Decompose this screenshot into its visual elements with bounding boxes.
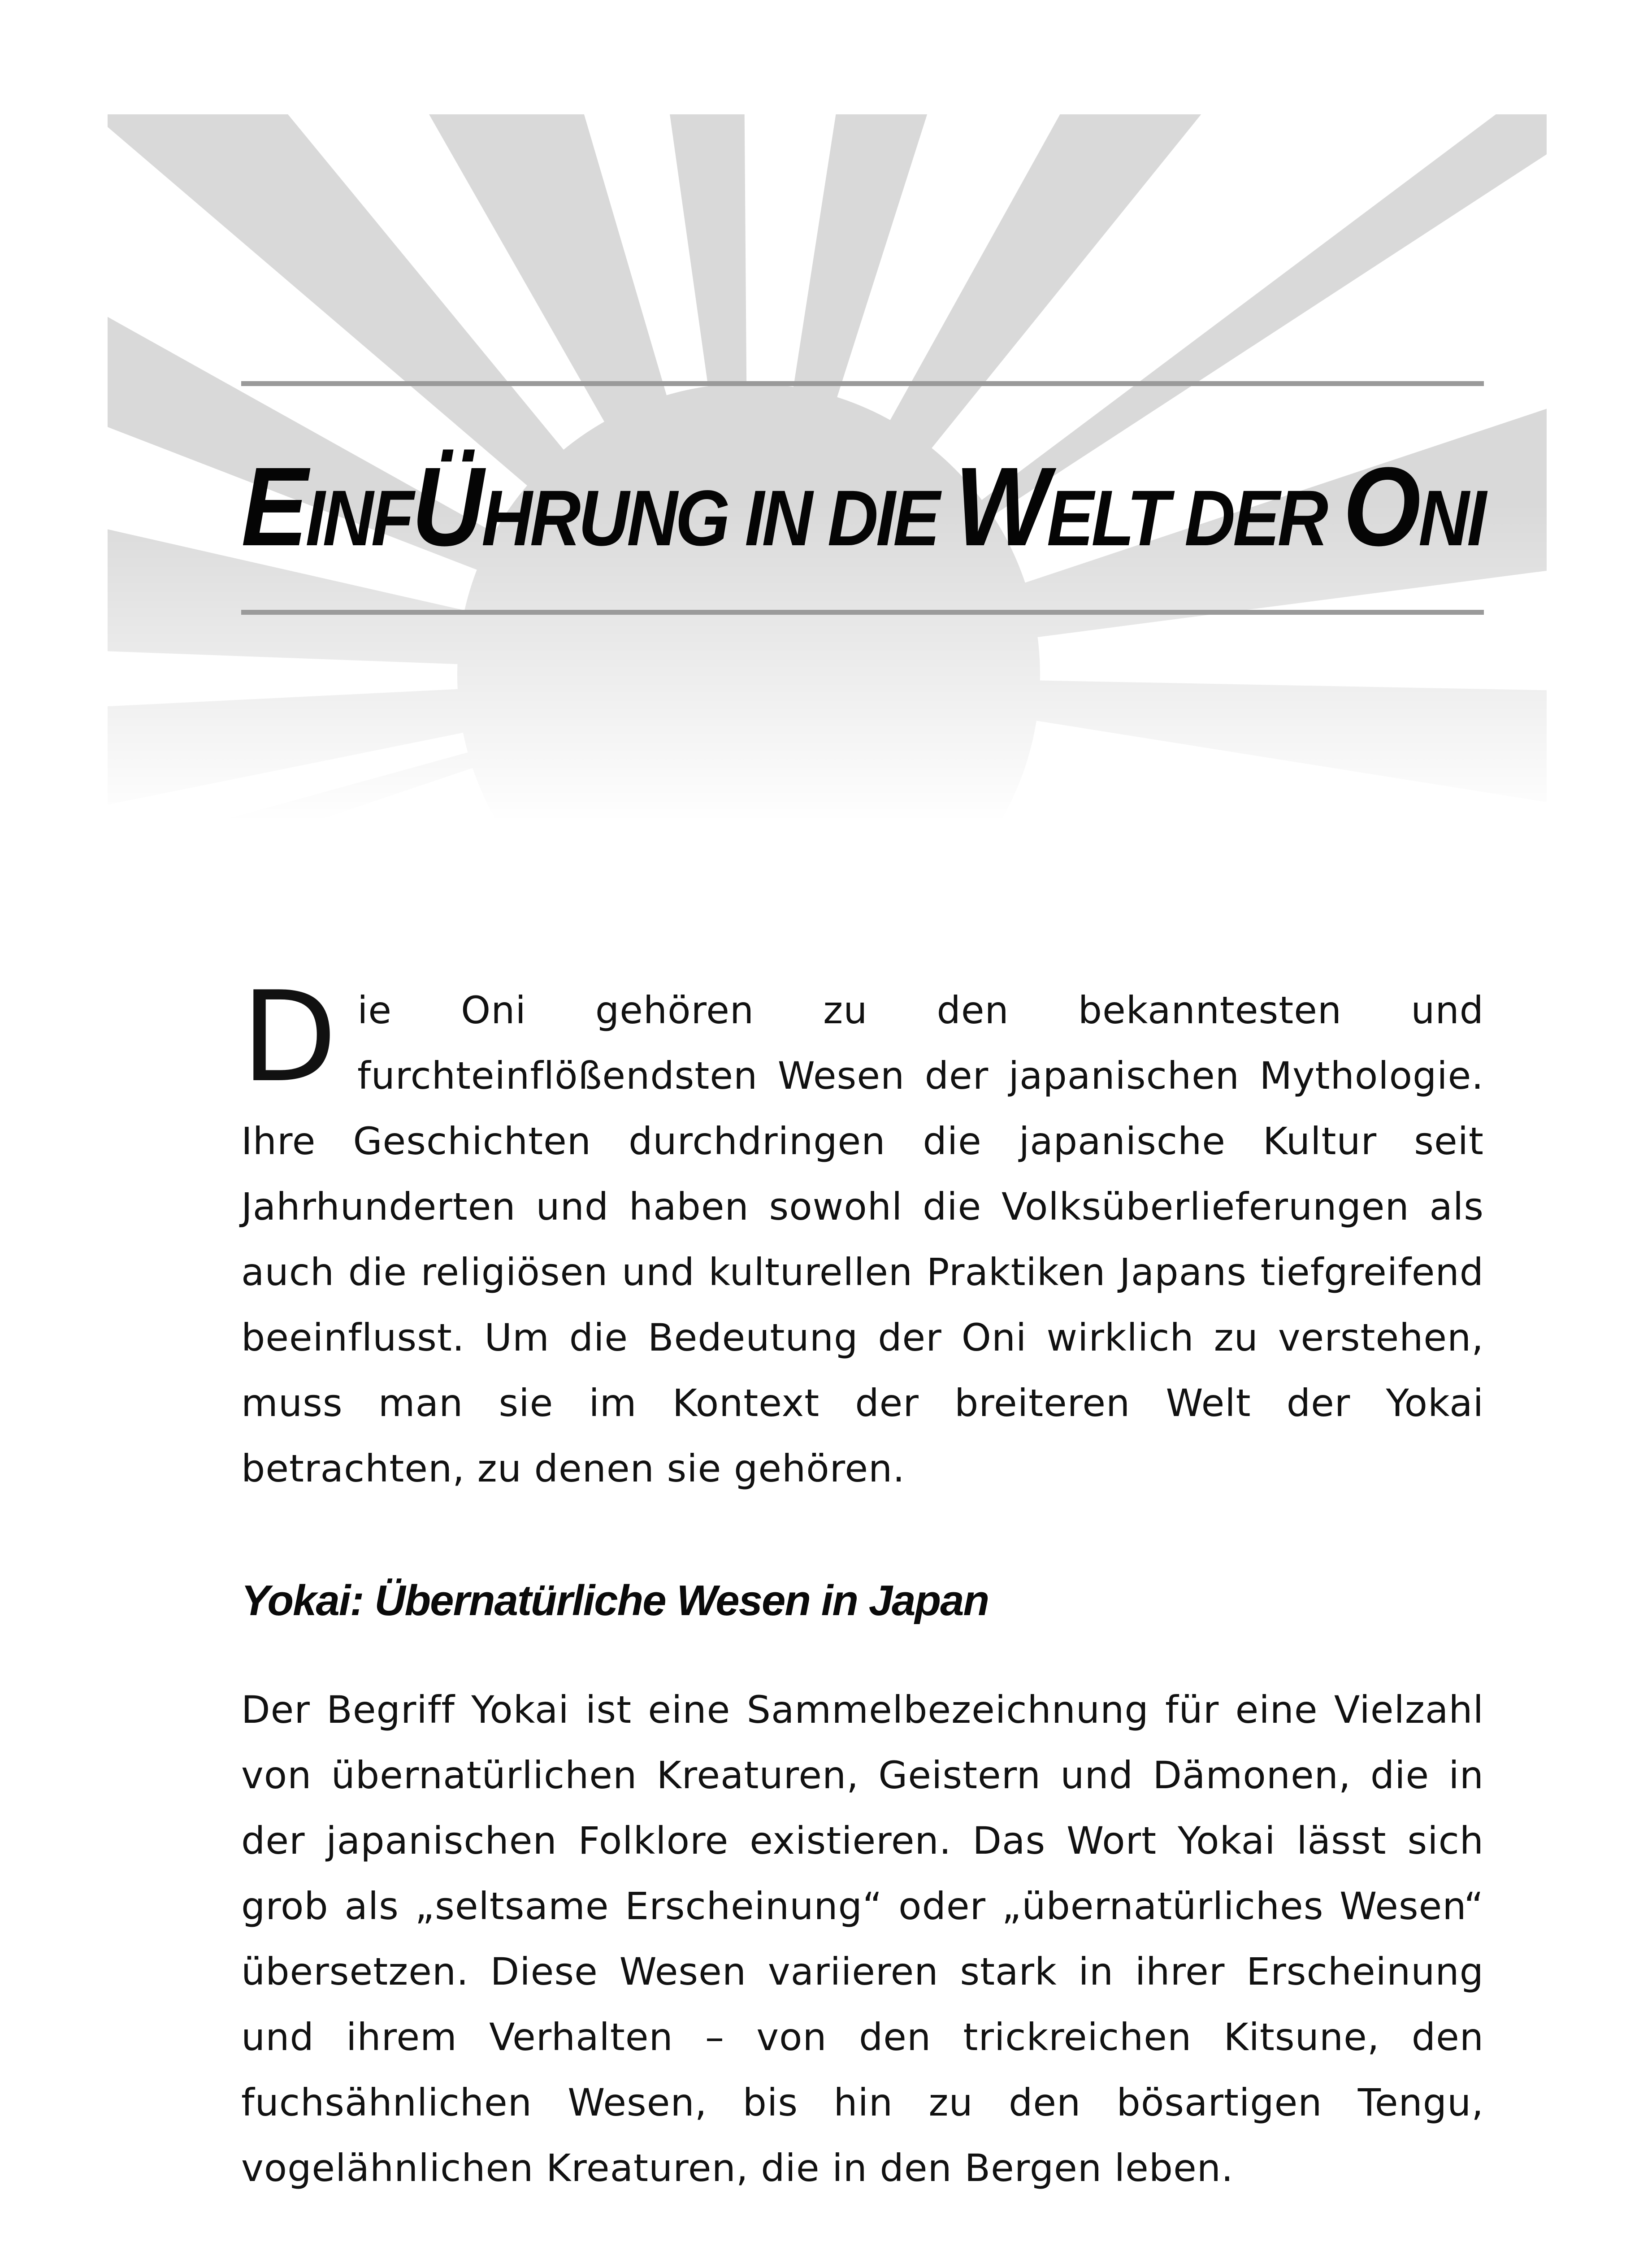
title-cap-2: Ü — [412, 444, 482, 569]
drop-cap: D — [241, 965, 338, 1110]
title-cap-3: W — [954, 444, 1047, 569]
title-rule-bottom — [241, 610, 1484, 615]
title-rest-3: ELT DER — [1047, 474, 1343, 562]
title-rest-1: INF — [305, 474, 412, 562]
title-cap-1: E — [241, 444, 306, 569]
intro-paragraph — [241, 965, 1484, 1501]
section-heading: Yokai: Übernatürliche Wesen in Japan — [241, 1577, 989, 1625]
chapter-title — [241, 444, 1484, 569]
title-rest-2: HRUNG IN DIE — [481, 474, 955, 562]
title-cap-4: O — [1343, 444, 1419, 569]
intro-text: ie Oni gehören zu den bekanntesten und furchteinflößendsten Wesen der japanischen Mythologie. Ihre Geschichten durchdringen die japanische Kultur seit Jahrhunderten und haben sowohl die Volksüberlieferungen als auch die religiösen und kulturellen Praktiken Japans tiefgreifend beeinflusst. Um die Bedeutung der Oni wirklich zu verstehen, muss man sie im Kontext der breiteren Welt der Yokai betrachten, zu denen sie gehören. — [241, 988, 1484, 1490]
title-rest-4: NI — [1418, 474, 1484, 562]
title-rule-top — [241, 381, 1484, 386]
yokai-paragraph: Der Begriff Yokai ist eine Sammelbezeichnung für eine Vielzahl von übernatürlichen Kreaturen, Geistern und Dämonen, die in der japanischen Folklore existieren. Das Wort Yokai lässt sich grob als „seltsame Erscheinung“ oder „übernatürliches Wesen“ übersetzen. Diese Wesen variieren stark in ihrer Erscheinung und ihrem Verhalten – von den trickreichen Kitsune, den fuchsähnlichen Wesen, bis hin zu den bösartigen Tengu, vogelähnlichen Kreaturen, die in den Bergen leben. — [241, 1688, 1484, 2190]
